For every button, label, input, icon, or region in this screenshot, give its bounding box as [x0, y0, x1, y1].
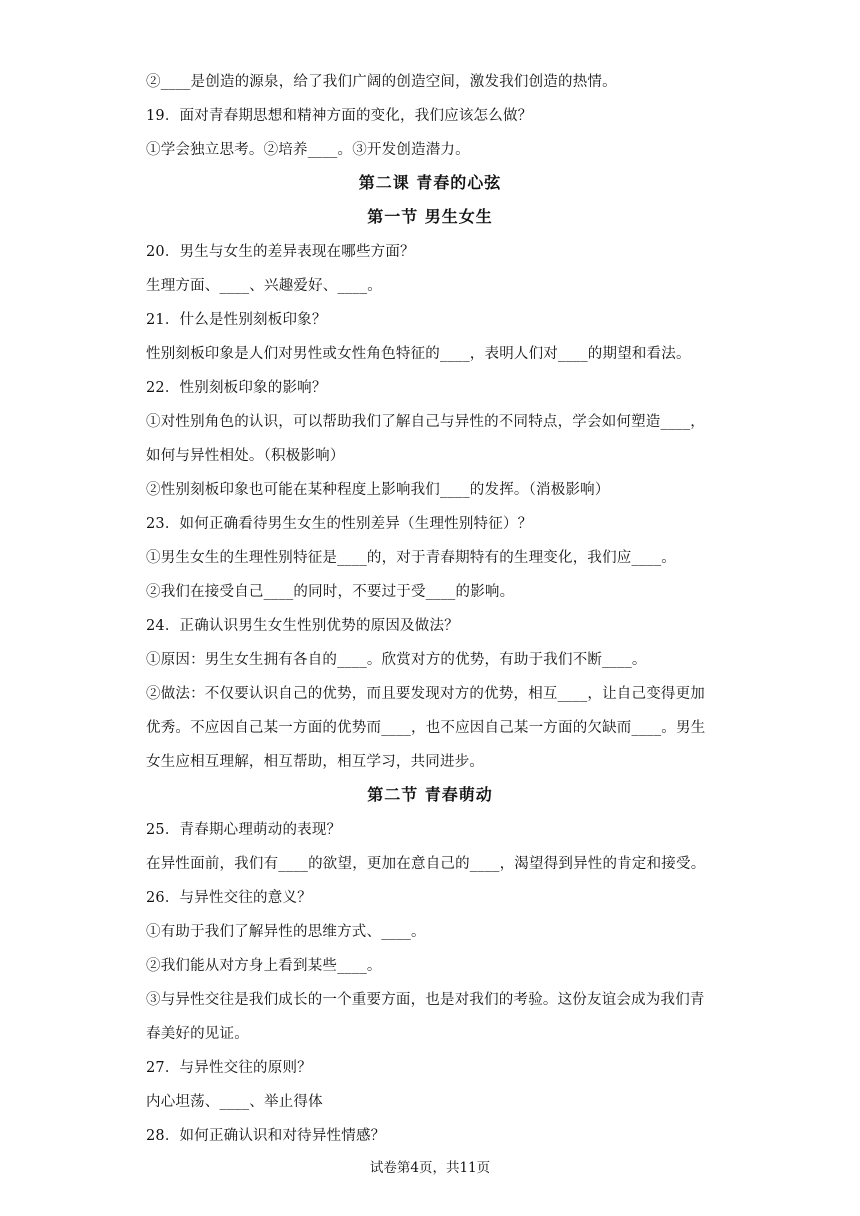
question-19: 19．面对青春期思想和精神方面的变化，我们应该怎么做？ [146, 108, 533, 124]
answer-line: ①对性别角色的认识，可以帮助我们了解自己与异性的不同特点，学会如何塑造____， [146, 414, 705, 430]
answer-line: ①原因：男生女生拥有各自的____。欣赏对方的优势，有助于我们不断____。 [146, 652, 647, 668]
question-21: 21．什么是性别刻板印象？ [146, 312, 327, 328]
question-27: 27．与异性交往的原则？ [146, 1060, 312, 1076]
answer-line: ①男生女生的生理性别特征是____的，对于青春期特有的生理变化，我们应____。 [146, 550, 676, 566]
lesson-heading: 第二课 青春的心弦 [358, 173, 502, 192]
answer-line: ②我们在接受自己____的同时，不要过于受____的影响。 [146, 584, 515, 600]
answer-line: 春美好的见证。 [146, 1026, 249, 1042]
question-25: 25．青春期心理萌动的表现？ [146, 822, 342, 838]
question-23: 23．如何正确看待男生女生的性别差异（生理性别特征）？ [146, 516, 533, 532]
question-20: 20．男生与女生的差异表现在哪些方面？ [146, 244, 415, 260]
text-line: ②____是创造的源泉，给了我们广阔的创造空间，激发我们创造的热情。 [146, 74, 617, 90]
answer-line: ②做法：不仅要认识自己的优势，而且要发现对方的优势，相互____，让自己变得更加 [146, 686, 705, 702]
section-heading: 第一节 男生女生 [367, 207, 493, 226]
answer-line: 女生应相互理解，相互帮助，相互学习，共同进步。 [146, 754, 485, 770]
answer-line: 在异性面前，我们有____的欲望，更加在意自己的____，渴望得到异性的肯定和接受。 [146, 856, 706, 872]
answer-line: 内心坦荡、____、举止得体 [146, 1094, 323, 1110]
answer-line: ②我们能从对方身上看到某些____。 [146, 958, 382, 974]
answer-line: ①学会独立思考。②培养____。③开发创造潜力。 [146, 142, 470, 158]
section-heading: 第二节 青春萌动 [367, 785, 493, 804]
answer-line: 优秀。不应因自己某一方面的优势而____，也不应因自己某一方面的欠缺而____。男生 [146, 720, 706, 736]
answer-line: ③与异性交往是我们成长的一个重要方面，也是对我们的考验。这份友谊会成为我们青 [146, 992, 705, 1008]
answer-line: ①有助于我们了解异性的思维方式、____。 [146, 924, 426, 940]
question-28: 28．如何正确认识和对待异性情感？ [146, 1128, 386, 1144]
answer-line: 如何与异性相处。（积极影响） [146, 448, 345, 464]
answer-line: ②性别刻板印象也可能在某种程度上影响我们____的发挥。（消极影响） [146, 482, 610, 498]
answer-line: 生理方面、____、兴趣爱好、____。 [146, 278, 382, 294]
question-22: 22．性别刻板印象的影响？ [146, 380, 327, 396]
page-footer: 试卷第4页，共11页 [369, 1160, 491, 1176]
question-26: 26．与异性交往的意义？ [146, 890, 312, 906]
question-24: 24．正确认识男生女生性别优势的原因及做法？ [146, 618, 459, 634]
answer-line: 性别刻板印象是人们对男性或女性角色特征的____，表明人们对____的期望和看法。 [146, 346, 691, 362]
